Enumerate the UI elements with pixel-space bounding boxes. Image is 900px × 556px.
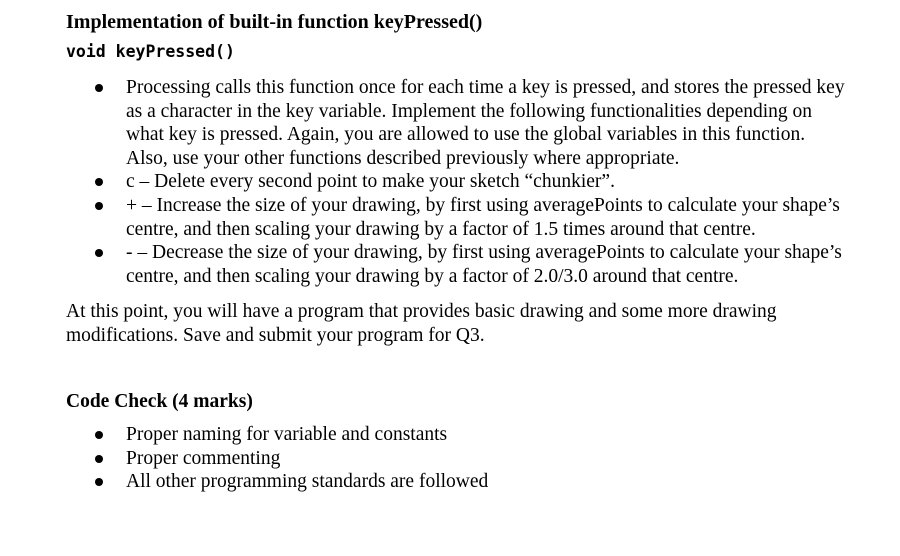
list-item bbox=[0, 170, 846, 194]
list-item bbox=[0, 76, 846, 170]
list-item bbox=[0, 423, 846, 447]
list-item-text: + – Increase the size of your drawing, by first using averagePoints to calculate your shape’s centre, and then scaling your drawing by a factor of 1.5 times around that centre. bbox=[126, 194, 840, 240]
list-item-text: c – Delete every second point to make your sketch “chunkier”. bbox=[126, 171, 615, 193]
keypressed-bullet-list bbox=[0, 76, 900, 288]
bullet-icon bbox=[95, 84, 103, 92]
list-item bbox=[0, 241, 846, 288]
bullet-icon bbox=[95, 202, 103, 210]
list-item-text: All other programming standards are followed bbox=[126, 471, 489, 493]
list-item-text: Proper naming for variable and constants bbox=[126, 424, 448, 445]
bullet-icon bbox=[95, 249, 103, 257]
list-item bbox=[0, 470, 846, 494]
bullet-icon bbox=[95, 455, 103, 463]
list-item bbox=[0, 194, 846, 241]
bullet-icon bbox=[95, 431, 103, 439]
list-item-text: Processing calls this function once for each time a key is pressed, and stores the pressed key as a character in the key variable. Implement the following functionalities depending on what key is pressed. Again, you are allowed to use the global variables in this function. Also, use your other functions described previously where appropriate. bbox=[126, 77, 845, 169]
code-check-heading: Code Check (4 marks) bbox=[66, 391, 253, 412]
list-item bbox=[0, 447, 846, 471]
submission-paragraph: At this point, you will have a program that provides basic drawing and some more drawing modifications. Save and submit your program for Q3. bbox=[66, 301, 777, 346]
section-heading: Implementation of built-in function keyPressed() bbox=[66, 11, 483, 33]
function-signature: void keyPressed() bbox=[66, 42, 235, 61]
code-check-bullet-list bbox=[0, 423, 900, 494]
bullet-icon bbox=[95, 178, 103, 186]
bullet-icon bbox=[95, 478, 103, 486]
list-item-text: - – Decrease the size of your drawing, by first using averagePoints to calculate your shape’s centre, and then scaling your drawing by a factor of 2.0/3.0 around that centre. bbox=[126, 242, 842, 287]
list-item-text: Proper commenting bbox=[126, 447, 281, 469]
